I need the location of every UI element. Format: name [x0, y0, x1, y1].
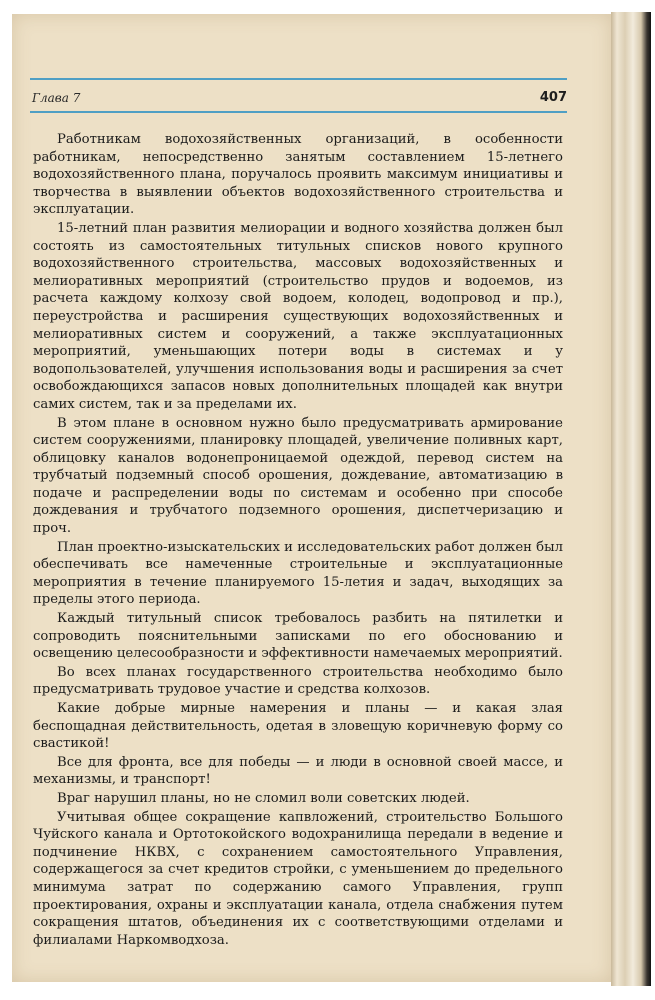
header-rule-bottom [30, 111, 567, 113]
header-rule-top [30, 78, 567, 80]
body-text [33, 131, 563, 950]
paragraph: Работникам водохозяйственных организаций, в особенности работникам, непосредственно занятым составлением 15-летнего водохозяйственного плана, поручалось проявить максимум инициативы и творчества в выявлении объектов водохозяйственного строительства и эксплуатации. [33, 132, 563, 218]
paragraph: Учитывая общее сокращение капвложений, строительство Большого Чуйского канала и Ортотокойского водохранилища передали в ведение и подчинение НКВХ, с сохранением самостоятельного Управления, содержащегося за счет кредитов стройки, с уменьшением до предельного минимума затрат по содержанию самого Управления, групп проектирования, охраны и эксплуатации канала, отдела снабжения путем сокращения штатов, объединения их с соответствующими отделами и филиалами Наркомводхоза. [33, 809, 563, 948]
page-number: 407 [539, 90, 567, 105]
paragraph: В этом плане в основном нужно было предусматривать армирование систем сооружениями, планировку площадей, увеличение поливных карт, облицовку каналов водонепроницаемой одеждой, перевод систем на трубчатый подземный способ орошения, дождевание, автоматизацию в подаче и распределении воды по системам и особенно при способе дождевания и трубчатого подземного орошения, диспетчеризацию и проч. [33, 415, 563, 537]
paragraph: Какие добрые мирные намерения и планы — и какая злая беспощадная действительность, одетая в зловещую коричневую форму со свастикой! [33, 701, 563, 752]
chapter-label: Глава 7 [32, 91, 81, 105]
paragraph: Все для фронта, все для победы — и люди в основной своей массе, и механизмы, и транспорт! [33, 754, 563, 788]
paragraph: Во всех планах государственного строительства необходимо было предусматривать трудовое участие и средства колхозов. [33, 664, 563, 698]
paragraph: Каждый титульный список требовалось разбить на пятилетки и сопроводить пояснительными записками по его обоснованию и освещению целесообразности и эффективности намечаемых мероприятий. [33, 611, 563, 662]
book-edge [611, 12, 651, 986]
paragraph: План проектно-изыскательских и исследовательских работ должен был обеспечивать все намеченные строительные и эксплуатационные мероприятия в течение планируемого 15-летия и задач, выходящих за пределы этого периода. [33, 539, 563, 608]
paragraph: Враг нарушил планы, но не сломил воли советских людей. [57, 790, 470, 806]
paragraph: 15-летний план развития мелиорации и водного хозяйства должен был состоять из самостоятельных титульных списков нового крупного водохозяйственного строительства, массовых водохозяйственных и мелиоративных мероприятий (строительство прудов и водоемов, из расчета каждому колхозу свой водоем, колодец, водопровод и пр.), переустройства и расширения существующих водохозяйственных и мелиоративных систем и сооружений, а также эксплуатационных мероприятий, уменьшающих потери воды в системах и у водопользователей, улучшения использования воды и расширения за счет освобождающихся запасов новых дополнительных площадей как внутри самих систем, так и за пределами их. [33, 220, 563, 412]
